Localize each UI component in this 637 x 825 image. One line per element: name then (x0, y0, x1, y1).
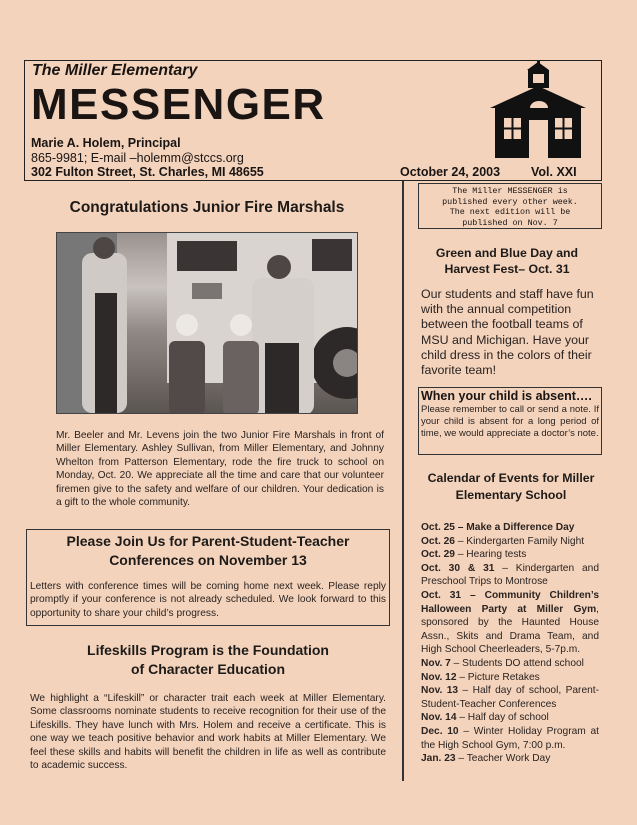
publication-note-line: The next edition will be (449, 207, 571, 218)
volume-number: Vol. XXI (531, 165, 577, 179)
event-text: – Half day of school (456, 712, 549, 724)
absent-heading: When your child is absent…. (421, 389, 592, 403)
calendar-heading-line2: Elementary School (455, 488, 567, 502)
publication-note-line: The Miller MESSENGER is (452, 186, 568, 196)
conferences-article: Letters with conference times will be coming home next week. Please reply promptly if your conference is not already scheduled. We look forward to this opportunity to share your child’s progress. (30, 581, 386, 619)
fire-marshals-article: Mr. Beeler and Mr. Levens join the two Junior Fire Marshals in front of Miller Elementary. Ashley Sullivan, from Miller Elementary, and Johnny Whelton from Patterson Elementary, rode the fire truck to school on Monday, Oct. 20. We appreciate all the time and care that our volunteer firemen give to the safety and welfare of our children. Your dedication is a gift to the whole community. (56, 430, 384, 509)
event-date: Oct. 30 & 31 (421, 562, 495, 574)
column-divider (402, 181, 404, 781)
event-text: – Students DO attend school (450, 657, 584, 669)
lifeskills-article: We highlight a “Lifeskill” or character trait each week at Miller Elementary. Some classrooms nominate students to receive recognition for their use of the Lifeskills. They have lunch with Mrs. Holem and receive a certificate. This is one way we teach positive behavior and work habits at Miller Elementary. We feel these skills and habits will benefit the children in life as well as contribute to academic success. (30, 693, 386, 772)
calendar-event (421, 589, 599, 657)
calendar-event (421, 521, 599, 535)
calendar-event (421, 671, 599, 685)
calendar-event (421, 752, 599, 766)
event-text: – Hearing tests (454, 549, 527, 561)
event-date: Nov. 14 (421, 712, 457, 724)
publication-note (418, 183, 602, 229)
school-name: The Miller Elementary (32, 62, 198, 79)
principal-name: Marie A. Holem, Principal (31, 136, 181, 150)
event-date: Oct. 26 (421, 535, 455, 547)
calendar-event (421, 725, 599, 752)
event-text: – Half day of school, Parent-Student-Teacher Conferences (421, 685, 600, 710)
event-text: – Picture Retakes (456, 671, 540, 683)
school-address: 302 Fulton Street, St. Charles, MI 48655 (31, 165, 264, 179)
green-blue-heading (422, 245, 592, 277)
event-date: Dec. 10 (421, 725, 459, 737)
calendar-event (421, 562, 599, 589)
conferences-heading (40, 532, 376, 570)
issue-date: October 24, 2003 (400, 165, 501, 179)
publication-note-line: published on Nov. 7 (462, 217, 558, 228)
lifeskills-heading-line2: of Character Education (130, 661, 286, 677)
event-date: Jan. 23 (421, 753, 456, 765)
event-date: Nov. 13 (421, 685, 459, 697)
fire-marshals-photo (56, 232, 358, 414)
fire-marshals-heading: Congratulations Junior Fire Marshals (69, 199, 345, 216)
calendar-event (421, 548, 599, 562)
event-text: – Winter Holiday Program at the High School Gym, 7:00 p.m. (421, 725, 599, 751)
lifeskills-heading-line1: Lifeskills Program is the Foundation (87, 642, 329, 658)
event-text: – Teacher Work Day (455, 753, 551, 765)
event-date: Oct. 29 (421, 549, 455, 561)
calendar-heading-line1: Calendar of Events for Miller (427, 471, 595, 485)
event-date: Oct. 31 – Community Children’s Halloween Party at Miller Gym (421, 589, 599, 615)
calendar-event (421, 657, 599, 671)
absent-article: Please remember to call or send a note. If your child is absent for a long period of time, we would appreciate a doctor’s note. (421, 404, 599, 440)
calendar-heading (422, 470, 600, 504)
event-text: , sponsored by the Haunted House Assn., Skits and Drama Team, and High School Cheerleaders, 5-7p.m. (421, 603, 599, 656)
calendar-event (421, 535, 599, 549)
schoolhouse-icon (485, 60, 595, 160)
event-text: – Kindergarten Family Night (454, 535, 585, 547)
contact-info: 865-9981; E-mail –holemm@stccs.org (31, 151, 244, 165)
publication-note-line: published every other week. (442, 196, 578, 207)
event-date: Nov. 7 (421, 657, 451, 669)
newsletter-title: MESSENGER (31, 80, 326, 129)
calendar-list (421, 521, 599, 766)
lifeskills-heading (40, 641, 376, 679)
green-blue-heading-line2: Harvest Fest– Oct. 31 (444, 262, 570, 276)
calendar-event (421, 684, 599, 711)
conferences-heading-line2: Conferences on November 13 (109, 552, 307, 568)
green-blue-heading-line1: Green and Blue Day and (435, 246, 579, 260)
event-text: – Kindergarten and Preschool Trips to Montrose (421, 562, 599, 588)
conferences-heading-line1: Please Join Us for Parent-Student-Teacher (66, 533, 350, 549)
calendar-event (421, 711, 599, 725)
event-date: Nov. 12 (421, 671, 457, 683)
event-date: Oct. 25 – Make a Difference Day (421, 522, 575, 533)
green-blue-article: Our students and staff have fun with the annual competition between the football teams of MSU and Michigan. Have your child dress in the colors of their favorite team! (421, 287, 594, 378)
